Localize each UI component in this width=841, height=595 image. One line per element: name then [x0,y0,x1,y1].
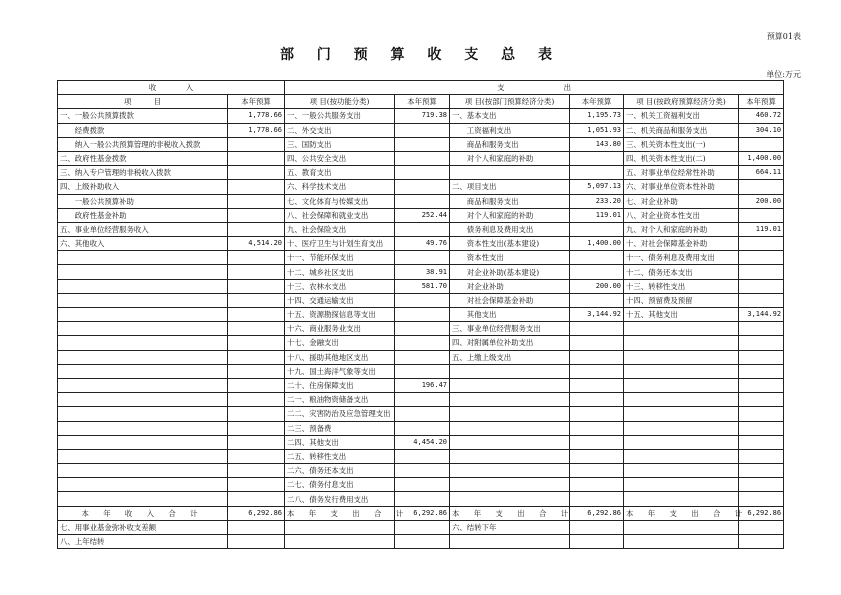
amount-cell [228,265,285,279]
item-cell: 十五、资源勘探信息等支出 [285,308,395,322]
amount-cell: 304.10 [739,123,784,137]
item-cell: 七、文化体育与传媒支出 [285,194,395,208]
item-cell: 十一、节能环保支出 [285,251,395,265]
amount-cell [739,251,784,265]
amount-cell [228,535,285,549]
item-cell [624,393,739,407]
item-cell: 十、对社会保障基金补助 [624,237,739,251]
item-cell: 二七、债务付息支出 [285,478,395,492]
item-cell [624,322,739,336]
amount-cell: 119.01 [739,222,784,236]
amount-cell [570,421,624,435]
amount-cell: 581.70 [395,279,450,293]
amount-cell: 4,454.20 [395,435,450,449]
amount-cell [570,449,624,463]
item-cell: 七、用事业基金弥补收支差额 [58,520,228,534]
item-cell [624,350,739,364]
table-row [58,265,784,279]
item-cell [624,464,739,478]
item-cell: 二二、灾害防治及应急管理支出 [285,407,395,421]
item-cell: 十八、援助其他地区支出 [285,350,395,364]
item-cell [450,492,570,506]
item-cell [450,166,570,180]
item-cell [58,421,228,435]
amount-cell [570,520,624,534]
amount-cell [395,464,450,478]
form-number: 预算01表 [766,32,801,41]
amount-cell [739,407,784,421]
amount-cell: 1,400.00 [570,237,624,251]
amount-cell [228,449,285,463]
item-cell [624,535,739,549]
amount-cell [395,364,450,378]
item-cell: 政府性基金补助 [58,208,228,222]
amount-cell [739,478,784,492]
amount-cell [228,194,285,208]
item-cell [58,464,228,478]
amount-cell [570,535,624,549]
item-cell [58,378,228,392]
amount-cell [739,336,784,350]
item-cell: 一、基本支出 [450,109,570,123]
table-row [58,279,784,293]
table-row [58,378,784,392]
amount-cell [570,251,624,265]
item-cell: 其他支出 [450,308,570,322]
item-cell [58,492,228,506]
item-cell: 对企业补助(基本建设) [450,265,570,279]
item-cell: 八、上年结转 [58,535,228,549]
header-row-1 [58,81,784,95]
item-cell: 二三、预备费 [285,421,395,435]
table-row [58,166,784,180]
amount-cell [395,180,450,194]
item-cell: 十二、城乡社区支出 [285,265,395,279]
column-header: 项 目(按部门预算经济分类) [450,95,570,109]
item-cell: 债务利息及费用支出 [450,222,570,236]
amount-cell: 200.00 [570,279,624,293]
amount-cell [570,322,624,336]
amount-cell: 200.00 [739,194,784,208]
item-cell [58,293,228,307]
table-row [58,222,784,236]
table-row [58,180,784,194]
item-cell [450,435,570,449]
amount-cell [570,265,624,279]
item-cell: 二六、债务还本支出 [285,464,395,478]
amount-cell [739,421,784,435]
amount-cell [228,492,285,506]
item-cell: 资本性支出 [450,251,570,265]
item-cell: 十三、农林水支出 [285,279,395,293]
item-cell [58,265,228,279]
amount-cell [228,464,285,478]
item-cell: 二八、债务发行费用支出 [285,492,395,506]
table-row [58,322,784,336]
amount-cell [395,393,450,407]
amount-cell: 6,292.86 [395,506,450,520]
table-row [58,293,784,307]
item-cell: 十七、金融支出 [285,336,395,350]
item-cell: 一、一般公共预算拨款 [58,109,228,123]
amount-cell [739,449,784,463]
item-cell: 十六、商业服务业支出 [285,322,395,336]
item-cell: 四、对附属单位补助支出 [450,336,570,350]
item-cell: 二、项目支出 [450,180,570,194]
amount-cell [228,478,285,492]
amount-cell [228,180,285,194]
item-cell [624,364,739,378]
item-cell: 十一、债务利息及费用支出 [624,251,739,265]
amount-cell [739,208,784,222]
amount-cell [395,222,450,236]
table-row [58,151,784,165]
item-cell: 二五、转移性支出 [285,449,395,463]
amount-cell [228,137,285,151]
amount-cell [228,222,285,236]
item-cell [58,407,228,421]
item-cell [58,350,228,364]
item-cell [450,364,570,378]
column-header: 本年预算 [395,95,450,109]
item-cell [58,279,228,293]
column-header: 本年预算 [570,95,624,109]
item-cell: 对个人和家庭的补助 [450,151,570,165]
item-cell: 本 年 支 出 合 计 [285,506,395,520]
amount-cell: 143.80 [570,137,624,151]
item-cell: 十五、其他支出 [624,308,739,322]
item-cell: 对企业补助 [450,279,570,293]
amount-cell: 5,097.13 [570,180,624,194]
column-header: 项 目 [58,95,228,109]
amount-cell [395,336,450,350]
amount-cell: 4,514.20 [228,237,285,251]
item-cell [58,308,228,322]
amount-cell [570,478,624,492]
item-cell: 八、对企业资本性支出 [624,208,739,222]
item-cell [450,393,570,407]
amount-cell [395,194,450,208]
item-cell [624,435,739,449]
amount-cell [228,293,285,307]
item-cell: 二、政府性基金拨款 [58,151,228,165]
table-row [58,393,784,407]
amount-cell [228,407,285,421]
amount-cell [228,364,285,378]
item-cell: 经费拨款 [58,123,228,137]
amount-cell [395,492,450,506]
item-cell: 六、科学技术支出 [285,180,395,194]
item-cell [285,520,395,534]
item-cell: 十四、交通运输支出 [285,293,395,307]
amount-cell [739,464,784,478]
amount-cell: 1,400.00 [739,151,784,165]
amount-cell [570,364,624,378]
amount-cell [228,336,285,350]
amount-cell: 252.44 [395,208,450,222]
table-row [58,535,784,549]
item-cell [450,535,570,549]
item-cell [624,449,739,463]
amount-cell [570,393,624,407]
item-cell [285,535,395,549]
item-cell: 五、上缴上级支出 [450,350,570,364]
item-cell [450,449,570,463]
amount-cell [228,279,285,293]
item-cell: 纳入一般公共预算管理的非税收入拨款 [58,137,228,151]
table-row [58,449,784,463]
amount-cell: 1,778.66 [228,123,285,137]
item-cell [450,478,570,492]
amount-cell [228,350,285,364]
item-cell: 五、对事业单位经常性补助 [624,166,739,180]
header-row-2 [58,95,784,109]
item-cell [624,492,739,506]
item-cell: 资本性支出(基本建设) [450,237,570,251]
amount-cell [570,350,624,364]
item-cell: 五、事业单位经营服务收入 [58,222,228,236]
amount-cell [739,237,784,251]
item-cell: 六、结转下年 [450,520,570,534]
amount-cell [570,151,624,165]
item-cell: 六、对事业单位资本性补助 [624,180,739,194]
column-header: 本年预算 [739,95,784,109]
amount-cell: 460.72 [739,109,784,123]
amount-cell [228,421,285,435]
amount-cell: 233.20 [570,194,624,208]
amount-cell [395,251,450,265]
item-cell [450,407,570,421]
amount-cell [570,222,624,236]
amount-cell [570,435,624,449]
table-row [58,194,784,208]
amount-cell [395,421,450,435]
item-cell [624,336,739,350]
amount-cell [228,393,285,407]
amount-cell [570,464,624,478]
income-header: 收 入 [58,81,285,95]
item-cell: 三、国防支出 [285,137,395,151]
amount-cell: 196.47 [395,378,450,392]
amount-cell [739,322,784,336]
item-cell: 十四、预留费及预留 [624,293,739,307]
item-cell [624,520,739,534]
item-cell: 十三、转移性支出 [624,279,739,293]
column-header: 本年预算 [228,95,285,109]
amount-cell [228,166,285,180]
amount-cell [739,350,784,364]
item-cell: 一、一般公共服务支出 [285,109,395,123]
expense-header: 支 出 [285,81,784,95]
item-cell [58,364,228,378]
item-cell: 三、事业单位经营服务支出 [450,322,570,336]
item-cell: 三、机关资本性支出(一) [624,137,739,151]
amount-cell [395,449,450,463]
amount-cell [395,137,450,151]
amount-cell: 3,144.92 [739,308,784,322]
amount-cell [739,492,784,506]
item-cell [624,378,739,392]
amount-cell [228,251,285,265]
amount-cell: 1,195.73 [570,109,624,123]
item-cell [58,251,228,265]
amount-cell [570,336,624,350]
amount-cell: 6,292.86 [739,506,784,520]
amount-cell [228,435,285,449]
amount-cell: 119.01 [570,208,624,222]
table-row [58,435,784,449]
table-row [58,407,784,421]
item-cell [58,478,228,492]
item-cell: 二、外交支出 [285,123,395,137]
item-cell: 二十、住房保障支出 [285,378,395,392]
item-cell: 四、上级补助收入 [58,180,228,194]
item-cell [58,393,228,407]
item-cell: 一、机关工资福利支出 [624,109,739,123]
item-cell [624,478,739,492]
item-cell: 九、社会保险支出 [285,222,395,236]
amount-cell: 6,292.86 [570,506,624,520]
table-row [58,350,784,364]
item-cell [450,378,570,392]
item-cell [624,421,739,435]
amount-cell [739,279,784,293]
amount-cell [395,520,450,534]
item-cell [58,322,228,336]
table-row [58,364,784,378]
table-row [58,478,784,492]
amount-cell [395,478,450,492]
item-cell [450,421,570,435]
amount-cell: 719.38 [395,109,450,123]
item-cell: 二一、粮油物资储备支出 [285,393,395,407]
item-cell: 本 年 支 出 合 计 [450,506,570,520]
amount-cell [570,407,624,421]
item-cell: 四、公共安全支出 [285,151,395,165]
amount-cell [395,293,450,307]
amount-cell: 3,144.92 [570,308,624,322]
table-row [58,308,784,322]
amount-cell [228,208,285,222]
page-title: 部 门 预 算 收 支 总 表 [279,47,562,63]
amount-cell [228,520,285,534]
item-cell [58,435,228,449]
item-cell: 本 年 支 出 合 计 [624,506,739,520]
item-cell: 工资福利支出 [450,123,570,137]
item-cell: 七、对企业补助 [624,194,739,208]
item-cell: 商品和服务支出 [450,137,570,151]
amount-cell [228,151,285,165]
amount-cell: 664.11 [739,166,784,180]
item-cell: 十九、国土海洋气象等支出 [285,364,395,378]
amount-cell: 6,292.86 [228,506,285,520]
amount-cell [395,535,450,549]
amount-cell [739,535,784,549]
amount-cell [570,492,624,506]
amount-cell [395,151,450,165]
table-row [58,237,784,251]
item-cell: 对社会保障基金补助 [450,293,570,307]
amount-cell [395,407,450,421]
amount-cell [228,378,285,392]
item-cell: 本 年 收 入 合 计 [58,506,228,520]
amount-cell [739,265,784,279]
amount-cell: 49.76 [395,237,450,251]
amount-cell: 1,778.66 [228,109,285,123]
table-row [58,123,784,137]
unit-label: 单位:万元 [766,70,801,79]
amount-cell [739,180,784,194]
amount-cell [739,435,784,449]
budget-table [57,80,784,549]
table-row [58,109,784,123]
table-row [58,464,784,478]
amount-cell [395,350,450,364]
table-row [58,336,784,350]
item-cell: 五、教育支出 [285,166,395,180]
amount-cell [228,308,285,322]
item-cell: 四、机关资本性支出(二) [624,151,739,165]
amount-cell [739,364,784,378]
amount-cell [739,393,784,407]
item-cell: 二、机关商品和服务支出 [624,123,739,137]
amount-cell [570,166,624,180]
amount-cell [395,308,450,322]
column-header: 项 目(按政府预算经济分类) [624,95,739,109]
amount-cell [395,123,450,137]
amount-cell [739,520,784,534]
amount-cell [395,322,450,336]
item-cell: 三、纳入专户管理的非税收入拨款 [58,166,228,180]
amount-cell: 1,051.93 [570,123,624,137]
table-row [58,208,784,222]
amount-cell [395,166,450,180]
item-cell: 六、其他收入 [58,237,228,251]
item-cell: 对个人和家庭的补助 [450,208,570,222]
total-row [58,506,784,520]
item-cell: 二四、其他支出 [285,435,395,449]
item-cell [450,464,570,478]
item-cell [624,407,739,421]
item-cell: 九、对个人和家庭的补助 [624,222,739,236]
item-cell: 十二、债务还本支出 [624,265,739,279]
table-row [58,137,784,151]
table-row [58,520,784,534]
column-header: 项 目(按功能分类) [285,95,395,109]
table-row [58,421,784,435]
amount-cell [228,322,285,336]
item-cell: 十、医疗卫生与计划生育支出 [285,237,395,251]
amount-cell [570,293,624,307]
table-row [58,251,784,265]
amount-cell: 38.91 [395,265,450,279]
amount-cell [739,378,784,392]
item-cell: 八、社会保障和就业支出 [285,208,395,222]
item-cell: 一般公共预算补助 [58,194,228,208]
item-cell [58,336,228,350]
amount-cell [739,293,784,307]
item-cell [58,449,228,463]
amount-cell [739,137,784,151]
table-row [58,492,784,506]
item-cell: 商品和服务支出 [450,194,570,208]
amount-cell [570,378,624,392]
